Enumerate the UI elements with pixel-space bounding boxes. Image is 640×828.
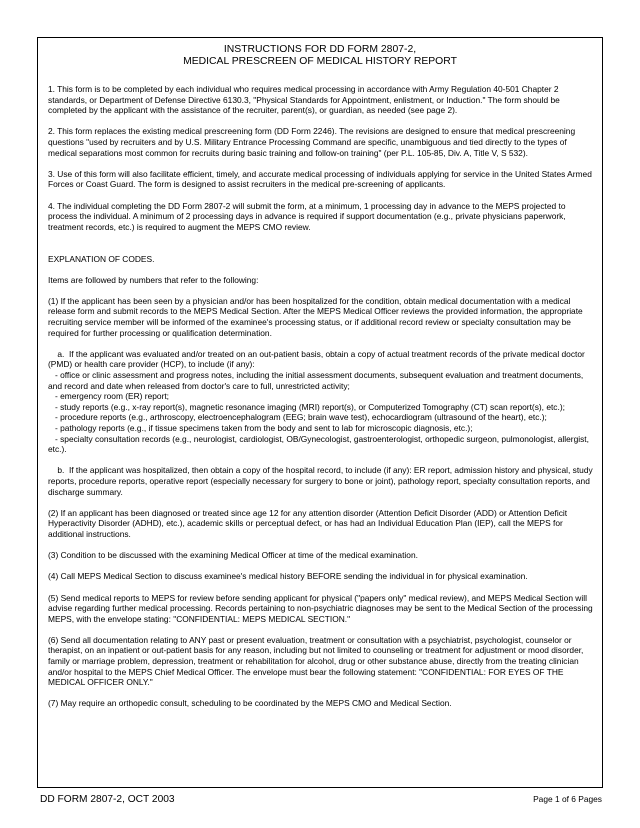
title-line-2: MEDICAL PRESCREEN OF MEDICAL HISTORY REPORT — [183, 55, 457, 67]
code-6: (6) Send all documentation relating to ANY past or present evaluation, treatment or consultation with a psychiatrist, psychologist, counselor or therapist, on an inpatient or out-patient basis for any reason, including but not limited to counseling or treatment for adjustment or mood disorder, family or marriage problem, depression, treatment or rehabilitation for alcohol, drug or other substance abuse, directly from the treating clinician and/or hospital to the MEPS Chief Medical Officer. The envelope must bear the following statement: "CONFIDENTIAL: FOR EYES OF THE MEDICAL OFFICER ONLY." — [48, 634, 584, 688]
paragraph-4: 4. The individual completing the DD Form 2807-2 will submit the form, at a minimum, 1 processing day in advance to the MEPS projected to process the individual. A minimum of 2 processing days in advance is required if support documentation (e.g., private physicians paperwork, treatment records, etc.) is required to augment the MEPS CMO review. — [48, 200, 566, 232]
codes-heading: EXPLANATION OF CODES. — [48, 253, 155, 264]
code-2: (2) If an applicant has been diagnosed or treated since age 12 for any attention disorder (Attention Deficit Disorder (ADD) or Attention Deficit Hyperactivity Disorder (ADHD), etc.), academic skills or perceptual defect, or has had an Individual Education Plan (IEP), call the MEPS for additional instructions. — [48, 507, 568, 539]
code-1a-item: - emergency room (ER) report; — [48, 391, 170, 402]
page-number: Page 1 of 6 Pages — [533, 794, 602, 804]
form-identifier: DD FORM 2807-2, OCT 2003 — [40, 794, 175, 805]
code-3: (3) Condition to be discussed with the examining Medical Officer at time of the medical examination. — [48, 550, 418, 561]
code-1a-item: - study reports (e.g., x-ray report(s), magnetic resonance imaging (MRI) report(s), or Computerized Tomography (CT) scan report(s), etc.); — [48, 401, 565, 412]
paragraph-3: 3. Use of this form will also facilitate efficient, timely, and accurate medical processing of individuals applying for service in the United States Armed Forces or Coast Guard. The form is designed to assist recruiters in the medical pre-screening of applicants. — [48, 168, 592, 190]
code-4: (4) Call MEPS Medical Section to discuss examinee's medical history BEFORE sending the individual in for physical examination. — [48, 571, 528, 582]
page-title — [38, 44, 602, 67]
code-1a-item: - procedure reports (e.g., arthroscopy, electroencephalogram (EEG; brain wave test), echocardiogram (ultrasound of the heart), etc.); — [48, 412, 547, 423]
code-7: (7) May require an orthopedic consult, scheduling to be coordinated by the MEPS CMO and Medical Section. — [48, 698, 452, 709]
code-1: (1) If the applicant has been seen by a physician and/or has been hospitalized for the condition, obtain medical documentation with a medical release form and submit records to the MEPS Medical Section. After the MEPS Medical Officer reviews the provided information, the appropriate recruiting service member will be informed of the examinee's processing status, or if additional record review or specialty consultation may be required for further processing or qualification determination. — [48, 295, 583, 338]
code-5: (5) Send medical reports to MEPS for review before sending applicant for physical ("papers only" medical review), and MEPS Medical Section will advise regarding further medical processing. Records pertaining to non-psychiatric diagnoses may be sent to the Medical Section of the processing MEPS, with the envelope stating: "CONFIDENTIAL: MEPS MEDICAL SECTION." — [48, 592, 593, 624]
code-1a-item: - office or clinic assessment and progress notes, including the initial assessment documents, subsequent evaluation and treatment documents, and record and date when released from doctor's care to full, unrestricted activity; — [48, 370, 586, 391]
document-body — [48, 84, 593, 720]
codes-intro: Items are followed by numbers that refer to the following: — [48, 274, 259, 285]
code-1b: b. If the applicant was hospitalized, then obtain a copy of the hospital record, to include (if any): ER report, admission history and physical, study reports, procedure reports, operative report (especially necessary for surgery to bone or joint), pathology report, specialty consultation reports, and discharge summary. — [48, 465, 595, 497]
code-1a-item: - specialty consultation records (e.g., neurologist, cardiologist, OB/Gynecologist, gastroenterologist, orthopedic surgeon, pulmonologist, allergist, etc.). — [48, 433, 592, 455]
document-frame — [37, 37, 603, 788]
code-1a-item: - pathology reports (e.g., if tissue specimens taken from the body and sent to lab for microscopic diagnosis, etc.); — [48, 423, 473, 433]
title-line-1: INSTRUCTIONS FOR DD FORM 2807-2, — [223, 44, 417, 55]
paragraph-2: 2. This form replaces the existing medical prescreening form (DD Form 2246). The revisions are designed to ensure that medical prescreening questions "used by recruiters and by U.S. Military Entrance Processing Command are specific, unambiguous and tied directly to the types of medical separations most common for recruits during basic training and follow-on training" (per P.L. 105-85, Div. A, Title V, S 532). — [48, 126, 576, 158]
paragraph-1: 1. This form is to be completed by each individual who requires medical processing in accordance with Army Regulation 40-501 Chapter 2 standards, or Department of Defense Directive 6130.3, "Physical Standards for Appointment, enlistment, or Induction." The form should be completed by the applicant with the assistance of the recruiter, parent(s), or guardian, as needed (see page 2). — [48, 84, 560, 116]
code-1a: a. If the applicant was evaluated and/or treated on an out-patient basis, obtain a copy of actual treatment records of the private medical doctor (PMD) or health care provider (HCP), to include (if any): — [48, 348, 588, 370]
